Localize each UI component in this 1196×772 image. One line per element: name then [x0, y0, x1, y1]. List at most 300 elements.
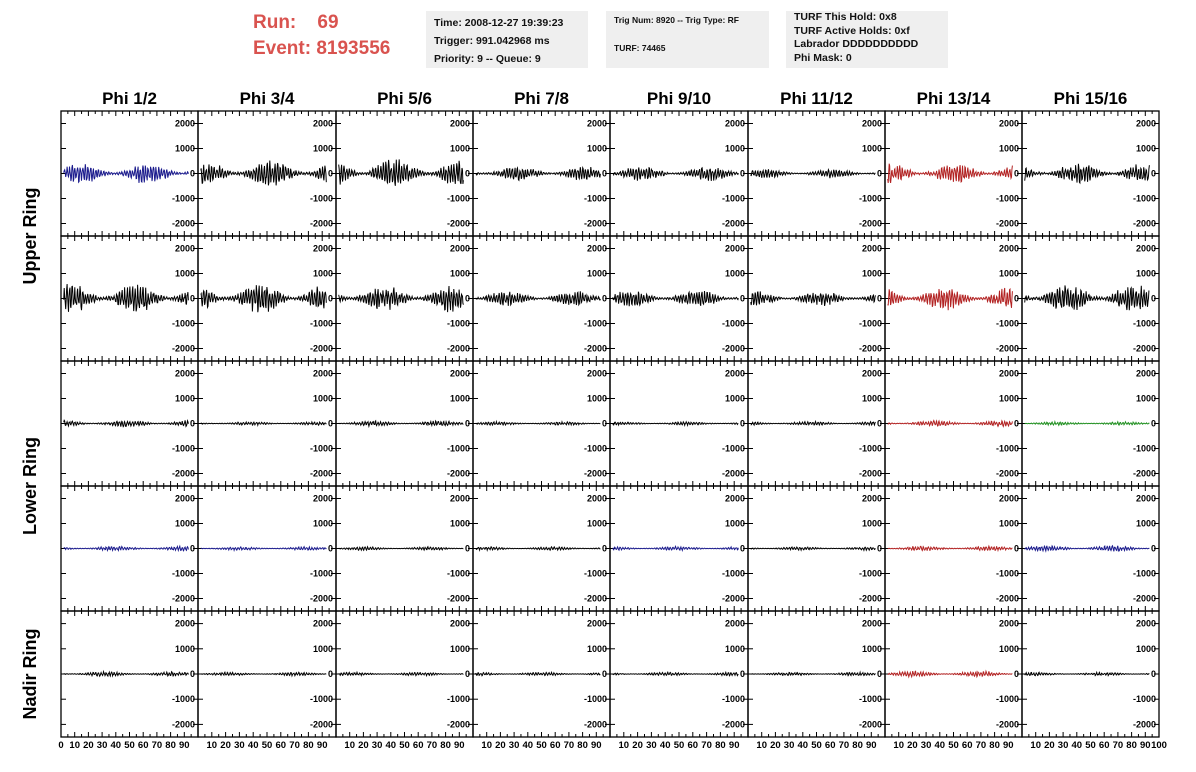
labrador-line: Labrador DDDDDDDDDD	[794, 38, 919, 50]
y-tick-label: 2000	[998, 243, 1019, 254]
waveform-trace	[751, 291, 876, 306]
y-tick-label: 0	[601, 293, 607, 304]
y-tick-label: 2000	[312, 118, 333, 129]
waveform-trace	[476, 167, 601, 180]
y-tick-label: -1000	[858, 193, 882, 204]
y-tick-label: 1000	[174, 393, 195, 404]
y-tick-label: 1000	[586, 143, 607, 154]
y-tick-label: -1000	[583, 318, 607, 329]
y-tick-label: -1000	[1132, 318, 1156, 329]
x-tick-label: 60	[549, 740, 561, 751]
x-tick-label: 70	[426, 740, 438, 751]
y-tick-label: 2000	[724, 493, 745, 504]
y-tick-label: 1000	[1135, 268, 1156, 279]
waveform-trace	[1025, 164, 1150, 183]
x-tick-label: 60	[412, 740, 424, 751]
y-tick-label: 1000	[312, 518, 333, 529]
x-tick-label: 20	[632, 740, 643, 751]
trig-num-line: Trig Num: 8920 -- Trig Type: RF	[614, 15, 739, 25]
x-tick-label: 30	[1057, 740, 1069, 751]
y-tick-label: -2000	[309, 593, 333, 604]
y-tick-label: 0	[464, 293, 470, 304]
x-tick-label: 90	[316, 740, 328, 751]
waveform-trace	[64, 284, 189, 312]
y-tick-label: 1000	[724, 143, 745, 154]
y-tick-label: 1000	[174, 143, 195, 154]
x-tick-label: 80	[852, 740, 863, 751]
waveform-trace	[476, 291, 601, 306]
y-tick-label: 0	[1150, 418, 1156, 429]
waveform-trace	[201, 161, 326, 186]
y-tick-label: 1000	[449, 268, 470, 279]
x-tick-label: 30	[371, 740, 383, 751]
x-tick-label: 50	[948, 740, 959, 751]
y-tick-label: 1000	[724, 268, 745, 279]
y-tick-label: 0	[739, 543, 745, 554]
waveform-trace	[888, 546, 1013, 551]
x-tick-label: 30	[508, 740, 520, 751]
y-tick-label: 1000	[449, 143, 470, 154]
y-tick-label: -1000	[858, 568, 882, 579]
waveform-trace	[1025, 285, 1150, 310]
y-tick-label: 2000	[174, 118, 195, 129]
x-tick-label: 70	[151, 740, 163, 751]
turf-hold-line: TURF This Hold: 0x8	[794, 11, 897, 23]
y-tick-label: 2000	[998, 618, 1019, 629]
x-tick-label: 40	[110, 740, 122, 751]
y-tick-label: 0	[327, 293, 333, 304]
y-tick-label: -2000	[309, 343, 333, 354]
column-header: Phi 7/8	[514, 89, 569, 108]
x-tick-label: 40	[659, 740, 671, 751]
y-tick-label: 2000	[998, 493, 1019, 504]
y-tick-label: 1000	[312, 393, 333, 404]
x-tick-label: 40	[934, 740, 946, 751]
y-tick-label: -2000	[309, 719, 333, 730]
y-tick-label: -2000	[995, 593, 1019, 604]
waveform-trace	[339, 286, 464, 312]
y-tick-label: -1000	[721, 694, 745, 705]
y-tick-label: 0	[601, 418, 607, 429]
y-tick-label: 2000	[449, 493, 470, 504]
y-tick-label: 1000	[1135, 518, 1156, 529]
x-tick-label: 20	[220, 740, 231, 751]
y-tick-label: 0	[739, 669, 745, 679]
x-tick-label: 80	[165, 740, 176, 751]
y-tick-label: 2000	[861, 118, 882, 129]
x-tick-label: 90	[1140, 740, 1151, 751]
x-tick-label: 60	[687, 740, 699, 751]
y-tick-label: -1000	[995, 443, 1019, 454]
x-tick-label: 10	[69, 740, 80, 751]
x-tick-label: 50	[536, 740, 547, 751]
waveform-trace	[64, 672, 189, 677]
run-label: Run:	[253, 12, 297, 33]
x-tick-label: 10	[756, 740, 767, 751]
x-tick-label: 40	[797, 740, 809, 751]
x-tick-label: 40	[247, 740, 259, 751]
waveform-trace	[476, 547, 601, 550]
y-tick-label: 2000	[861, 243, 882, 254]
turf-line: TURF: 74465	[614, 43, 666, 53]
waveform-trace	[751, 169, 876, 178]
y-tick-label: 0	[464, 543, 470, 554]
y-tick-label: 0	[327, 669, 333, 679]
column-header: Phi 3/4	[239, 89, 295, 108]
y-tick-label: 0	[464, 418, 470, 429]
x-tick-label: 90	[179, 740, 190, 751]
waveform-trace	[751, 672, 876, 675]
y-tick-label: -1000	[583, 694, 607, 705]
y-tick-label: 1000	[998, 643, 1019, 654]
y-tick-label: 2000	[174, 243, 195, 254]
y-tick-label: 1000	[312, 268, 333, 279]
y-tick-label: 1000	[861, 143, 882, 154]
y-tick-label: 1000	[312, 143, 333, 154]
y-tick-label: 0	[876, 293, 882, 304]
waveform-trace	[339, 672, 464, 675]
x-tick-label: 30	[783, 740, 795, 751]
y-tick-label: -1000	[858, 318, 882, 329]
y-tick-label: 2000	[449, 243, 470, 254]
x-tick-label: 70	[975, 740, 987, 751]
y-tick-label: 0	[1013, 168, 1019, 179]
y-tick-label: 1000	[586, 518, 607, 529]
y-tick-label: -2000	[171, 593, 195, 604]
y-tick-label: 0	[739, 168, 745, 179]
y-tick-label: 0	[1150, 168, 1156, 179]
row-label: Upper Ring	[20, 187, 40, 285]
y-tick-label: -2000	[171, 343, 195, 354]
y-tick-label: -2000	[583, 343, 607, 354]
event-label: Event:	[253, 38, 312, 59]
waveform-trace	[888, 288, 1013, 310]
x-tick-label: 50	[261, 740, 273, 751]
y-tick-label: -2000	[995, 468, 1019, 479]
y-tick-label: -1000	[171, 193, 195, 204]
y-tick-label: -1000	[858, 443, 882, 454]
y-tick-label: -1000	[446, 318, 470, 329]
y-tick-label: -2000	[1132, 343, 1156, 354]
y-tick-label: -1000	[583, 193, 607, 204]
x-tick-label: 90	[728, 740, 740, 751]
y-tick-label: -2000	[858, 218, 882, 229]
x-tick-label: 30	[234, 740, 245, 751]
waveform-trace	[64, 420, 189, 426]
waveform-trace	[888, 164, 1013, 183]
y-tick-label: 1000	[174, 268, 195, 279]
y-tick-label: -2000	[446, 719, 470, 730]
x-tick-label: 10	[206, 740, 218, 751]
y-tick-label: 2000	[998, 118, 1019, 129]
y-tick-label: 0	[189, 293, 195, 304]
x-tick-label: 80	[989, 740, 1000, 751]
y-tick-label: -2000	[309, 218, 333, 229]
y-tick-label: 0	[1150, 669, 1156, 679]
waveform-trace	[613, 422, 739, 425]
y-tick-label: -2000	[858, 468, 882, 479]
phi-mask-line: Phi Mask: 0	[794, 51, 852, 64]
y-tick-label: 1000	[174, 518, 195, 529]
y-tick-label: 2000	[724, 118, 745, 129]
y-tick-label: 0	[464, 669, 470, 679]
y-tick-label: 2000	[861, 493, 882, 504]
y-tick-label: 1000	[861, 393, 882, 404]
y-tick-label: -1000	[171, 568, 195, 579]
x-tick-label: 0	[58, 740, 64, 751]
y-tick-label: -1000	[446, 568, 470, 579]
x-tick-label: 20	[83, 740, 94, 751]
y-tick-label: 0	[1013, 293, 1019, 304]
y-tick-label: -1000	[721, 443, 745, 454]
x-tick-label: 70	[563, 740, 575, 751]
x-tick-label: 80	[303, 740, 314, 751]
y-tick-label: -2000	[995, 719, 1019, 730]
x-tick-label: 80	[715, 740, 726, 751]
waveform-trace	[339, 547, 464, 551]
y-tick-label: -1000	[1132, 193, 1156, 204]
y-tick-label: -2000	[1132, 593, 1156, 604]
y-tick-label: -2000	[721, 218, 745, 229]
x-tick-label: 100	[1151, 740, 1167, 751]
y-tick-label: 0	[739, 418, 745, 429]
y-tick-label: 2000	[1135, 493, 1156, 504]
column-header: Phi 9/10	[646, 89, 712, 108]
y-tick-label: 2000	[1135, 618, 1156, 629]
x-tick-label: 10	[618, 740, 630, 751]
trigger-line: Trigger: 991.042968 ms	[434, 35, 550, 47]
y-tick-label: -2000	[858, 343, 882, 354]
x-tick-label: 30	[646, 740, 657, 751]
y-tick-label: 2000	[312, 368, 333, 379]
y-tick-label: 0	[876, 543, 882, 554]
x-tick-label: 20	[358, 740, 369, 751]
column-header: Phi 1/2	[102, 89, 157, 108]
y-tick-label: 2000	[174, 368, 195, 379]
y-tick-label: 2000	[586, 118, 607, 129]
y-tick-label: -1000	[721, 318, 745, 329]
x-tick-label: 30	[96, 740, 108, 751]
y-tick-label: 2000	[586, 618, 607, 629]
x-tick-label: 10	[893, 740, 904, 751]
x-tick-label: 70	[1112, 740, 1124, 751]
y-tick-label: 0	[464, 168, 470, 179]
x-tick-label: 10	[481, 740, 492, 751]
x-tick-label: 70	[838, 740, 850, 751]
x-tick-label: 40	[1071, 740, 1083, 751]
y-tick-label: 2000	[1135, 368, 1156, 379]
y-tick-label: -1000	[309, 193, 333, 204]
y-tick-label: -2000	[446, 218, 470, 229]
x-tick-label: 90	[866, 740, 877, 751]
y-tick-label: 2000	[1135, 118, 1156, 129]
y-tick-label: -2000	[1132, 719, 1156, 730]
y-tick-label: -2000	[446, 343, 470, 354]
y-tick-label: 1000	[998, 268, 1019, 279]
y-tick-label: -1000	[721, 568, 745, 579]
x-tick-label: 20	[1044, 740, 1055, 751]
y-tick-label: 1000	[724, 518, 745, 529]
y-tick-label: -2000	[858, 593, 882, 604]
waveform-trace	[1025, 546, 1150, 552]
y-tick-label: -1000	[309, 318, 333, 329]
y-tick-label: 2000	[1135, 243, 1156, 254]
y-tick-label: 2000	[312, 618, 333, 629]
y-tick-label: -2000	[858, 719, 882, 730]
x-tick-label: 90	[591, 740, 602, 751]
x-tick-label: 50	[124, 740, 135, 751]
y-tick-label: 2000	[724, 368, 745, 379]
waveform-trace	[1025, 422, 1150, 425]
y-tick-label: 1000	[861, 518, 882, 529]
column-header: Phi 13/14	[916, 89, 991, 108]
waveform-trace	[476, 422, 601, 425]
column-header: Phi 11/12	[780, 89, 853, 108]
y-tick-label: -1000	[721, 193, 745, 204]
time-line: Time: 2008-12-27 19:39:23	[434, 17, 564, 29]
turf-active-line: TURF Active Holds: 0xf	[794, 24, 910, 37]
row-label: Lower Ring	[20, 437, 40, 535]
y-tick-label: 2000	[724, 618, 745, 629]
y-tick-label: 0	[1150, 543, 1156, 554]
y-tick-label: -1000	[1132, 568, 1156, 579]
x-tick-label: 10	[344, 740, 355, 751]
y-tick-label: -1000	[446, 443, 470, 454]
waveform-trace	[339, 159, 464, 185]
x-tick-label: 50	[399, 740, 410, 751]
y-tick-label: 1000	[998, 393, 1019, 404]
y-tick-label: 2000	[586, 368, 607, 379]
y-tick-label: 1000	[1135, 643, 1156, 654]
waveform-trace	[476, 672, 601, 675]
y-tick-label: 2000	[449, 368, 470, 379]
y-tick-label: -2000	[1132, 218, 1156, 229]
y-tick-label: 1000	[586, 643, 607, 654]
y-tick-label: 1000	[449, 518, 470, 529]
y-tick-label: -1000	[309, 694, 333, 705]
waveform-trace	[201, 672, 326, 676]
waveform-trace	[613, 167, 739, 181]
y-tick-label: 0	[327, 418, 333, 429]
y-tick-label: 2000	[174, 618, 195, 629]
y-tick-label: 2000	[861, 368, 882, 379]
y-tick-label: 1000	[1135, 393, 1156, 404]
x-tick-label: 20	[770, 740, 781, 751]
x-tick-label: 60	[275, 740, 287, 751]
waveform-trace	[751, 422, 876, 426]
x-tick-label: 60	[824, 740, 836, 751]
y-tick-label: 1000	[312, 643, 333, 654]
waveform-trace	[613, 546, 739, 550]
y-tick-label: -2000	[171, 719, 195, 730]
y-tick-label: -2000	[171, 218, 195, 229]
y-tick-label: -2000	[721, 593, 745, 604]
waveform-trace	[64, 164, 189, 183]
waveform-trace	[751, 547, 876, 550]
y-tick-label: -1000	[1132, 694, 1156, 705]
y-tick-label: 0	[189, 543, 195, 554]
x-tick-label: 90	[1003, 740, 1014, 751]
y-tick-label: -2000	[583, 593, 607, 604]
y-tick-label: 1000	[449, 393, 470, 404]
y-tick-label: 1000	[724, 393, 745, 404]
x-tick-label: 70	[289, 740, 300, 751]
x-tick-label: 50	[673, 740, 685, 751]
priority-line: Priority: 9 -- Queue: 9	[434, 53, 541, 65]
x-tick-label: 80	[577, 740, 588, 751]
y-tick-label: 0	[1013, 669, 1019, 679]
y-tick-label: 2000	[449, 118, 470, 129]
x-tick-label: 50	[811, 740, 822, 751]
y-tick-label: -2000	[309, 468, 333, 479]
y-tick-label: -1000	[309, 443, 333, 454]
x-tick-label: 80	[1126, 740, 1137, 751]
y-tick-label: -1000	[995, 568, 1019, 579]
column-header: Phi 5/6	[377, 89, 432, 108]
y-tick-label: -2000	[721, 468, 745, 479]
y-tick-label: -1000	[858, 694, 882, 705]
y-tick-label: -1000	[446, 694, 470, 705]
y-tick-label: -2000	[583, 719, 607, 730]
y-tick-label: -1000	[995, 193, 1019, 204]
x-tick-label: 10	[1030, 740, 1041, 751]
y-tick-label: -1000	[995, 694, 1019, 705]
x-tick-label: 40	[522, 740, 534, 751]
y-tick-label: -1000	[171, 318, 195, 329]
waveform-trace	[339, 421, 464, 426]
y-tick-label: 2000	[312, 493, 333, 504]
y-tick-label: 1000	[861, 643, 882, 654]
y-tick-label: 2000	[174, 493, 195, 504]
y-tick-label: 0	[1013, 543, 1019, 554]
run-value: 69	[317, 12, 339, 33]
y-tick-label: 2000	[449, 618, 470, 629]
waveform-trace	[201, 285, 326, 312]
waveform-trace	[613, 672, 739, 676]
waveform-trace	[888, 421, 1013, 427]
y-tick-label: 2000	[586, 493, 607, 504]
waveform-trace	[888, 671, 1013, 677]
y-tick-label: 0	[601, 669, 607, 679]
column-header: Phi 15/16	[1053, 89, 1128, 108]
waveform-trace	[201, 422, 326, 425]
y-tick-label: 1000	[449, 643, 470, 654]
y-tick-label: -2000	[995, 218, 1019, 229]
y-tick-label: 0	[876, 418, 882, 429]
y-tick-label: 0	[189, 168, 195, 179]
y-tick-label: 1000	[1135, 143, 1156, 154]
y-tick-label: -1000	[171, 694, 195, 705]
x-tick-label: 80	[440, 740, 451, 751]
y-tick-label: -1000	[171, 443, 195, 454]
y-tick-label: -1000	[995, 318, 1019, 329]
y-tick-label: -1000	[1132, 443, 1156, 454]
x-tick-label: 60	[137, 740, 149, 751]
y-tick-label: -2000	[583, 468, 607, 479]
x-tick-label: 20	[495, 740, 506, 751]
y-tick-label: -2000	[995, 343, 1019, 354]
y-tick-label: 0	[1013, 418, 1019, 429]
y-tick-label: 0	[1150, 293, 1156, 304]
y-tick-label: 2000	[312, 243, 333, 254]
y-tick-label: 2000	[861, 618, 882, 629]
x-tick-label: 60	[1098, 740, 1110, 751]
y-tick-label: 1000	[998, 143, 1019, 154]
y-tick-label: -2000	[446, 468, 470, 479]
y-tick-label: 1000	[586, 393, 607, 404]
y-tick-label: 0	[327, 543, 333, 554]
y-tick-label: 1000	[724, 643, 745, 654]
